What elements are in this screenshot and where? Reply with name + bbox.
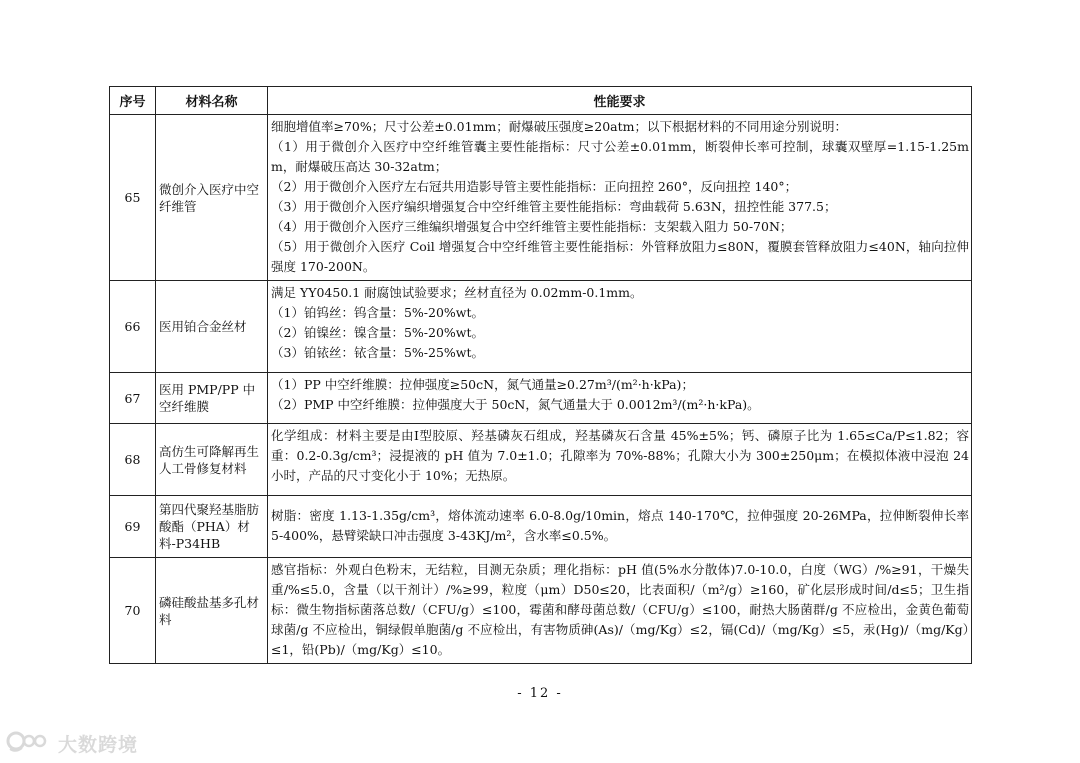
material-name: 医用 PMP/PP 中空纤维膜 (156, 373, 268, 424)
table-row (110, 115, 972, 281)
requirements-cell (268, 496, 972, 558)
material-name: 高仿生可降解再生人工骨修复材料 (156, 424, 268, 496)
table-header (110, 87, 972, 115)
row-number: 70 (110, 558, 156, 664)
requirements-cell (268, 558, 972, 664)
row-number: 68 (110, 424, 156, 496)
row-number: 65 (110, 115, 156, 281)
requirement-line: （1）用于微创介入医疗中空纤维管囊主要性能指标：尺寸公差±0.01mm，断裂伸长率可控制，球囊双壁厚=1.15-1.25mm，耐爆破压高达 30-32atm； (271, 139, 969, 174)
page-number: - 12 - (517, 686, 563, 701)
requirement-line: 满足 YY0450.1 耐腐蚀试验要求；丝材直径为 0.02mm-0.1mm。 (271, 285, 643, 300)
material-name: 医用铂合金丝材 (156, 281, 268, 373)
row-number: 66 (110, 281, 156, 373)
requirements-cell (268, 115, 972, 281)
requirement-line: （1）PP 中空纤维膜：拉伸强度≥50cN，氮气通量≥0.27m³/(m²·h·kPa)； (271, 377, 694, 392)
requirement-line: （4）用于微创介入医疗三维编织增强复合中空纤维管主要性能指标：支架载入阻力 50-70N； (271, 219, 793, 234)
header-requirements: 性能要求 (268, 87, 972, 115)
header-row (110, 87, 972, 115)
table-row (110, 496, 972, 558)
requirement-line: 树脂：密度 1.13-1.35g/cm³，熔体流动速率 6.0-8.0g/10min，熔点 140-170℃，拉伸强度 20-26MPa，拉伸断裂伸长率 5-400%，悬臂梁缺口冲击强度 3-43KJ/m²，含水率≤0.5%。 (271, 508, 969, 543)
requirement-line: （5）用于微创介入医疗 Coil 增强复合中空纤维管主要性能指标：外管释放阻力≤80N，覆膜套管释放阻力≤40N，轴向拉伸强度 170-200N。 (271, 239, 969, 274)
table-row (110, 281, 972, 373)
requirement-line: 化学组成：材料主要是由Ⅰ型胶原、羟基磷灰石组成，羟基磷灰石含量 45%±5%；钙、磷原子比为 1.65≤Ca/P≤1.82；容重：0.2-0.3g/cm³；浸提液的 pH 值为 7.0±1.0；孔隙率为 70%-88%；孔隙大小为 300±250μm；在模拟体液中浸泡 24 小时，产品的尺寸变化小于 10%；无热原。 (271, 428, 969, 483)
row-number: 69 (110, 496, 156, 558)
table-body (110, 115, 972, 664)
requirement-line: 细胞增值率≥70%；尺寸公差±0.01mm；耐爆破压强度≥20atm；以下根据材料的不同用途分别说明： (271, 119, 847, 134)
watermark-text: 大数跨境 (58, 733, 139, 756)
row-number: 67 (110, 373, 156, 424)
requirement-line: （1）铂钨丝：钨含量：5%-20%wt。 (271, 305, 485, 320)
material-name: 第四代聚羟基脂肪酸酯（PHA）材料-P34HB (156, 496, 268, 558)
requirement-line: （2）PMP 中空纤维膜：拉伸强度大于 50cN，氮气通量大于 0.0012m³/(m²·h·kPa)。 (271, 397, 760, 412)
requirement-line: （3）用于微创介入医疗编织增强复合中空纤维管主要性能指标：弯曲载荷 5.63N，扭控性能 377.5； (271, 199, 837, 214)
requirement-line: （2）用于微创介入医疗左右冠共用造影导管主要性能指标：正向扭控 260°，反向扭控 140°； (271, 179, 798, 194)
requirement-line: （3）铂铱丝：铱含量：5%-25%wt。 (271, 345, 485, 360)
table-row (110, 373, 972, 424)
material-name: 磷硅酸盐基多孔材料 (156, 558, 268, 664)
requirements-cell (268, 424, 972, 496)
table-row (110, 424, 972, 496)
material-name: 微创介入医疗中空纤维管 (156, 115, 268, 281)
table-row (110, 558, 972, 664)
header-no: 序号 (110, 87, 156, 115)
watermark (6, 730, 138, 756)
requirement-line: （2）铂镍丝：镍含量：5%-20%wt。 (271, 325, 485, 340)
requirements-cell (268, 373, 972, 424)
requirements-cell (268, 281, 972, 373)
spec-table (109, 86, 972, 664)
header-name: 材料名称 (156, 87, 268, 115)
brand-logo-icon (6, 729, 52, 757)
requirement-line: 感官指标：外观白色粉末，无结粒，目测无杂质；理化指标：pH 值(5%水分散体)7.0-10.0，白度（WG）/%≥91，干燥失重/%≤5.0，含量（以干剂计）/%≥99，粒度（μm）D50≤20，比表面积/（m²/g）≥160，矿化层形成时间/d≤5；卫生指标：微生物指标菌落总数/（CFU/g）≤100，霉菌和酵母菌总数/（CFU/g）≤100，耐热大肠菌群/g 不应检出，金黄色葡萄球菌/g 不应检出，铜绿假单胞菌/g 不应检出，有害物质砷(As)/（mg/Kg）≤2，镉(Cd)/（mg/Kg）≤5，汞(Hg)/（mg/Kg）≤1，铅(Pb)/（mg/Kg）≤10。 (271, 562, 969, 657)
